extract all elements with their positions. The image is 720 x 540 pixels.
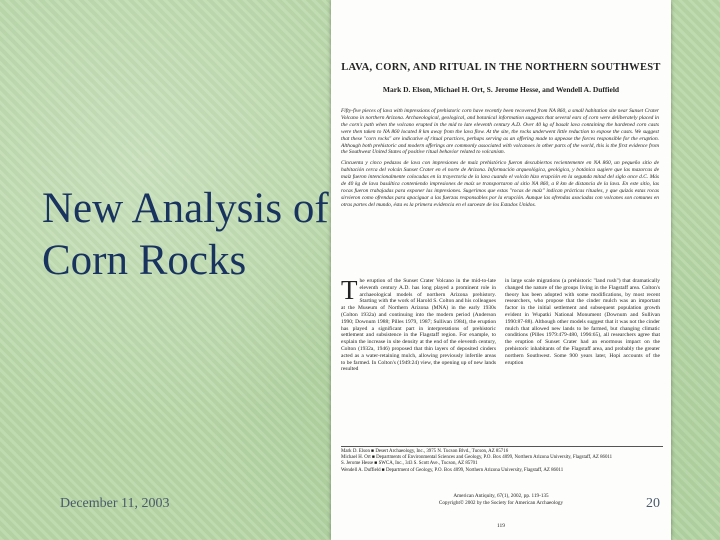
affiliation-line: Wendell A. Duffield ■ Department of Geology, P.O. Box 4099, Northern Arizona University, Flagstaff, AZ 86011 [341, 467, 564, 473]
copyright-line: Copyright© 2002 by the Society for American Archaeology [438, 499, 564, 506]
article-body-right-column [505, 278, 660, 366]
body-right-text: in large scale migrations (a prehistoric "land rush") that dramatically changed the nature of the groups living in the Flagstaff area. Colton's theory has been adopted with some modifications, by most recent researchers, who propose that the cinder mulch was an important factor in the initial settlement and subsequent population growth evident in Wupatki National Monument (Downum and Sullivan 1990:87-88). Although other models suggest that it was not the cinder mulch that allowed new lands to be farmed, but changing climatic conditions (Pilles 1979:479-480, 1996:65), all researchers agree that the eruption of Sunset Crater had an enormous impact on the prehistoric inhabitants of the Flagstaff area, and probably the greater northern Southwest. Some 900 years later, Hopi accounts of the eruption [505, 278, 660, 366]
slide-title: New Analysis of Corn Rocks [42, 185, 329, 284]
affiliation-line: Michael H. Ort ■ Departments of Environmental Sciences and Geology, P.O. Box 4099, Northern Arizona University, Flagstaff, AZ 86011 [341, 455, 613, 461]
article-body-left-column [341, 275, 496, 373]
journal-citation [331, 493, 671, 506]
affiliation-line: S. Jerome Hesse ■ SWCA, Inc., 343 S. Scott Ave., Tucson, AZ 85701 [341, 461, 478, 467]
article-authors: Mark D. Elson, Michael H. Ort, S. Jerome Hesse, and Wendell A. Duffield [382, 85, 620, 94]
slide-footer-date: December 11, 2003 [60, 496, 170, 511]
article-title: LAVA, CORN, AND RITUAL IN THE NORTHERN SOUTHWEST [341, 62, 661, 73]
abstract-spanish: Cincuenta y cinco pedazos de lava con impresiones de maíz prehistórico fueron descubiertos recientemente en NA 860, un pequeño sitio de habitación cerca del volcán Sunset Crater en el norte de Arizona. Información arqueológica, geológica, y botánica sugiere que las mazorcas de maíz fueron intencionalmente colocadas en la trayectoria de la lava cuando el volcán hizo erupción en la segunda mitad del siglo once d.C. Más de 40 kg de lava basáltica conteniendo impresiones de maíz se transportaron al sitio NA 860, a 8 km de distancia de la lava. En este sitio, las rocas fueron trabajadas para exponer las impresiones. Sugerimos que estas "rocas de maíz" indican prácticas rituales, y que quizás estas rocas sirvieron como ofrendas para apaciguar a las fuerzas responsables por la erupción. Aunque las ofrendas asociadas con volcanes son comunes en otras partes del mundo, ésta es la primera evidencia en el suroeste de los Estados Unidos. [341, 160, 659, 208]
affiliation-line: Mark D. Elson ■ Desert Archaeology, Inc., 3975 N. Tucson Blvd., Tucson, AZ 85716 [341, 449, 509, 454]
article-page-image [331, 0, 671, 540]
article-abstract [341, 108, 659, 213]
drop-cap: T [341, 275, 358, 305]
body-left-text: he eruption of the Sunset Crater Volcano in the mid-to-late eleventh century A.D. has long played a prominent role in archaeological models of northern Arizona prehistory. Starting with the work of Harold S. Colton and his colleagues at the Museum of Northern Arizona (MNA) in the early 1930s (Colton 1932a) and continuing into the modern period (Anderson 1990; Downum 1988; Pilles 1979, 1987; Sullivan 1984), the eruption has played a significant part in interpretations of prehistoric settlement and subsistence in the Flagstaff region. For example, to explain the increase in site density at the end of the eleventh century, Colton (1932a, 1946) proposed that thin layers of deposited cinders acted as a water-retaining mulch, allowing previously infertile areas to be farmed. In Colton's (1949:24) view, the opening up of new lands resulted [341, 278, 496, 373]
abstract-english: Fifty-five pieces of lava with impressions of prehistoric corn have recently been recovered from NA 860, a small habitation site near Sunset Crater Volcano in northern Arizona. Archaeological, geological, and botanical information suggests that several ears of corn were deliberately placed in the corn's path when the volcano erupted in the mid to late eleventh century A.D. Over 40 kg of basalt lava containing the hardened corn casts were then taken to NA 860 located 8 km away from the lava flow. At the site, the rocks underwent little reduction to expose the casts. We suggest that these "corn rocks" are indicative of ritual practices, perhaps serving as an offering made to appease the forces responsible for the eruption. Although both prehistoric and modern offerings are commonly associated with volcanoes in other parts of the world, this is the first evidence from the Southwest United States of positive ritual behavior related to volcanism. [341, 108, 659, 156]
article-body [341, 275, 661, 453]
author-affiliations [341, 446, 663, 474]
slide-number: 20 [646, 496, 660, 511]
journal-line: American Antiquity, 67(1), 2002, pp. 119-135 [453, 493, 549, 499]
article-page-number: 119 [496, 523, 506, 529]
